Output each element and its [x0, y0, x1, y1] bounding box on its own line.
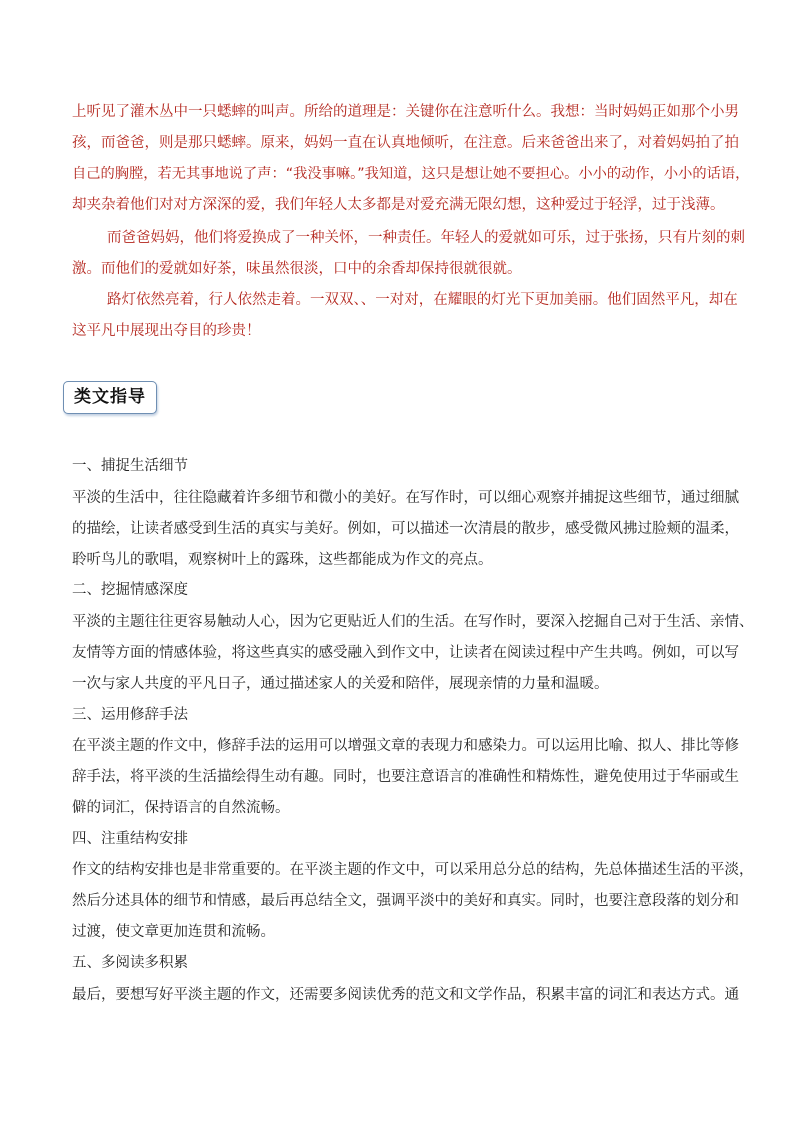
story-line: 而爸爸妈妈，他们将爱换成了一种关怀，一种责任。年轻人的爱就如可乐，过于张扬，只有片刻的刺 [107, 230, 745, 246]
guide-heading-2: 二、挖掘情感深度 [72, 582, 188, 598]
guide-paragraph-line: 平淡的生活中，往往隐藏着许多细节和微小的美好。在写作时，可以细心观察并捕捉这些细节，通过细腻 [72, 490, 739, 506]
story-line: 孩，而爸爸，则是那只蟋蟀。原来，妈妈一直在认真地倾听，在注意。后来爸爸出来了，对着妈妈拍了拍 [72, 135, 739, 151]
story-line: 路灯依然亮着，行人依然走着。一双双、、一对对，在耀眼的灯光下更加美丽。他们固然平凡，却在 [107, 292, 738, 308]
guide-paragraph-line: 过渡，使文章更加连贯和流畅。 [72, 924, 275, 940]
guide-heading-5: 五、多阅读多积累 [72, 955, 188, 971]
guide-paragraph-line: 在平淡主题的作文中，修辞手法的运用可以增强文章的表现力和感染力。可以运用比喻、拟人、排比等修 [72, 738, 739, 754]
guide-paragraph-line: 辞手法，将平淡的生活描绘得生动有趣。同时，也要注意语言的准确性和精炼性，避免使用过于华丽或生 [72, 769, 739, 785]
guide-paragraph-line: 的描绘，让读者感受到生活的真实与美好。例如，可以描述一次清晨的散步，感受微风拂过脸颊的温柔， [72, 521, 739, 537]
guide-heading-3: 三、运用修辞手法 [72, 707, 188, 723]
section-title: 类文指导 [74, 387, 146, 407]
guide-heading-4: 四、注重结构安排 [72, 831, 188, 847]
guide-paragraph-line: 然后分述具体的细节和情感，最后再总结全文，强调平淡中的美好和真实。同时，也要注意段落的划分和 [72, 893, 739, 909]
guide-paragraph-line: 聆听鸟儿的歌唱，观察树叶上的露珠，这些都能成为作文的亮点。 [72, 552, 493, 568]
guide-paragraph-line: 平淡的主题往往更容易触动人心，因为它更贴近人们的生活。在写作时，要深入挖掘自己对于生活、亲情、 [72, 614, 754, 630]
story-line: 却夹杂着他们对对方深深的爱，我们年轻人太多都是对爱充满无限幻想，这种爱过于轻浮，过于浅薄。 [72, 197, 725, 213]
guide-paragraph-line: 最后，要想写好平淡主题的作文，还需要多阅读优秀的范文和文学作品，积累丰富的词汇和表达方式。通 [72, 987, 739, 1003]
guide-heading-1: 一、捕捉生活细节 [72, 458, 188, 474]
guide-paragraph-line: 僻的词汇，保持语言的自然流畅。 [72, 800, 290, 816]
guide-paragraph-line: 一次与家人共度的平凡日子，通过描述家人的关爱和陪伴，展现亲情的力量和温暖。 [72, 676, 609, 692]
guide-paragraph-line: 作文的结构安排也是非常重要的。在平淡主题的作文中，可以采用总分总的结构，先总体描述生活的平淡， [72, 862, 754, 878]
section-title-box [63, 381, 157, 414]
story-line: 激。而他们的爱就如好茶，味虽然很淡，口中的余香却保持很就很就。 [72, 261, 522, 277]
guide-paragraph-line: 友情等方面的情感体验，将这些真实的感受融入到作文中，让读者在阅读过程中产生共鸣。例如，可以写 [72, 645, 739, 661]
story-line: 这平凡中展现出夺目的珍贵！ [72, 323, 261, 339]
story-line: 自己的胸膛，若无其事地说了声：“我没事嘛。”我知道，这只是想让她不要担心。小小的动作，小小的话语， [72, 166, 750, 182]
story-line: 上听见了灌木丛中一只蟋蟀的叫声。所给的道理是：关键你在注意听什么。我想：当时妈妈正如那个小男 [72, 104, 739, 120]
